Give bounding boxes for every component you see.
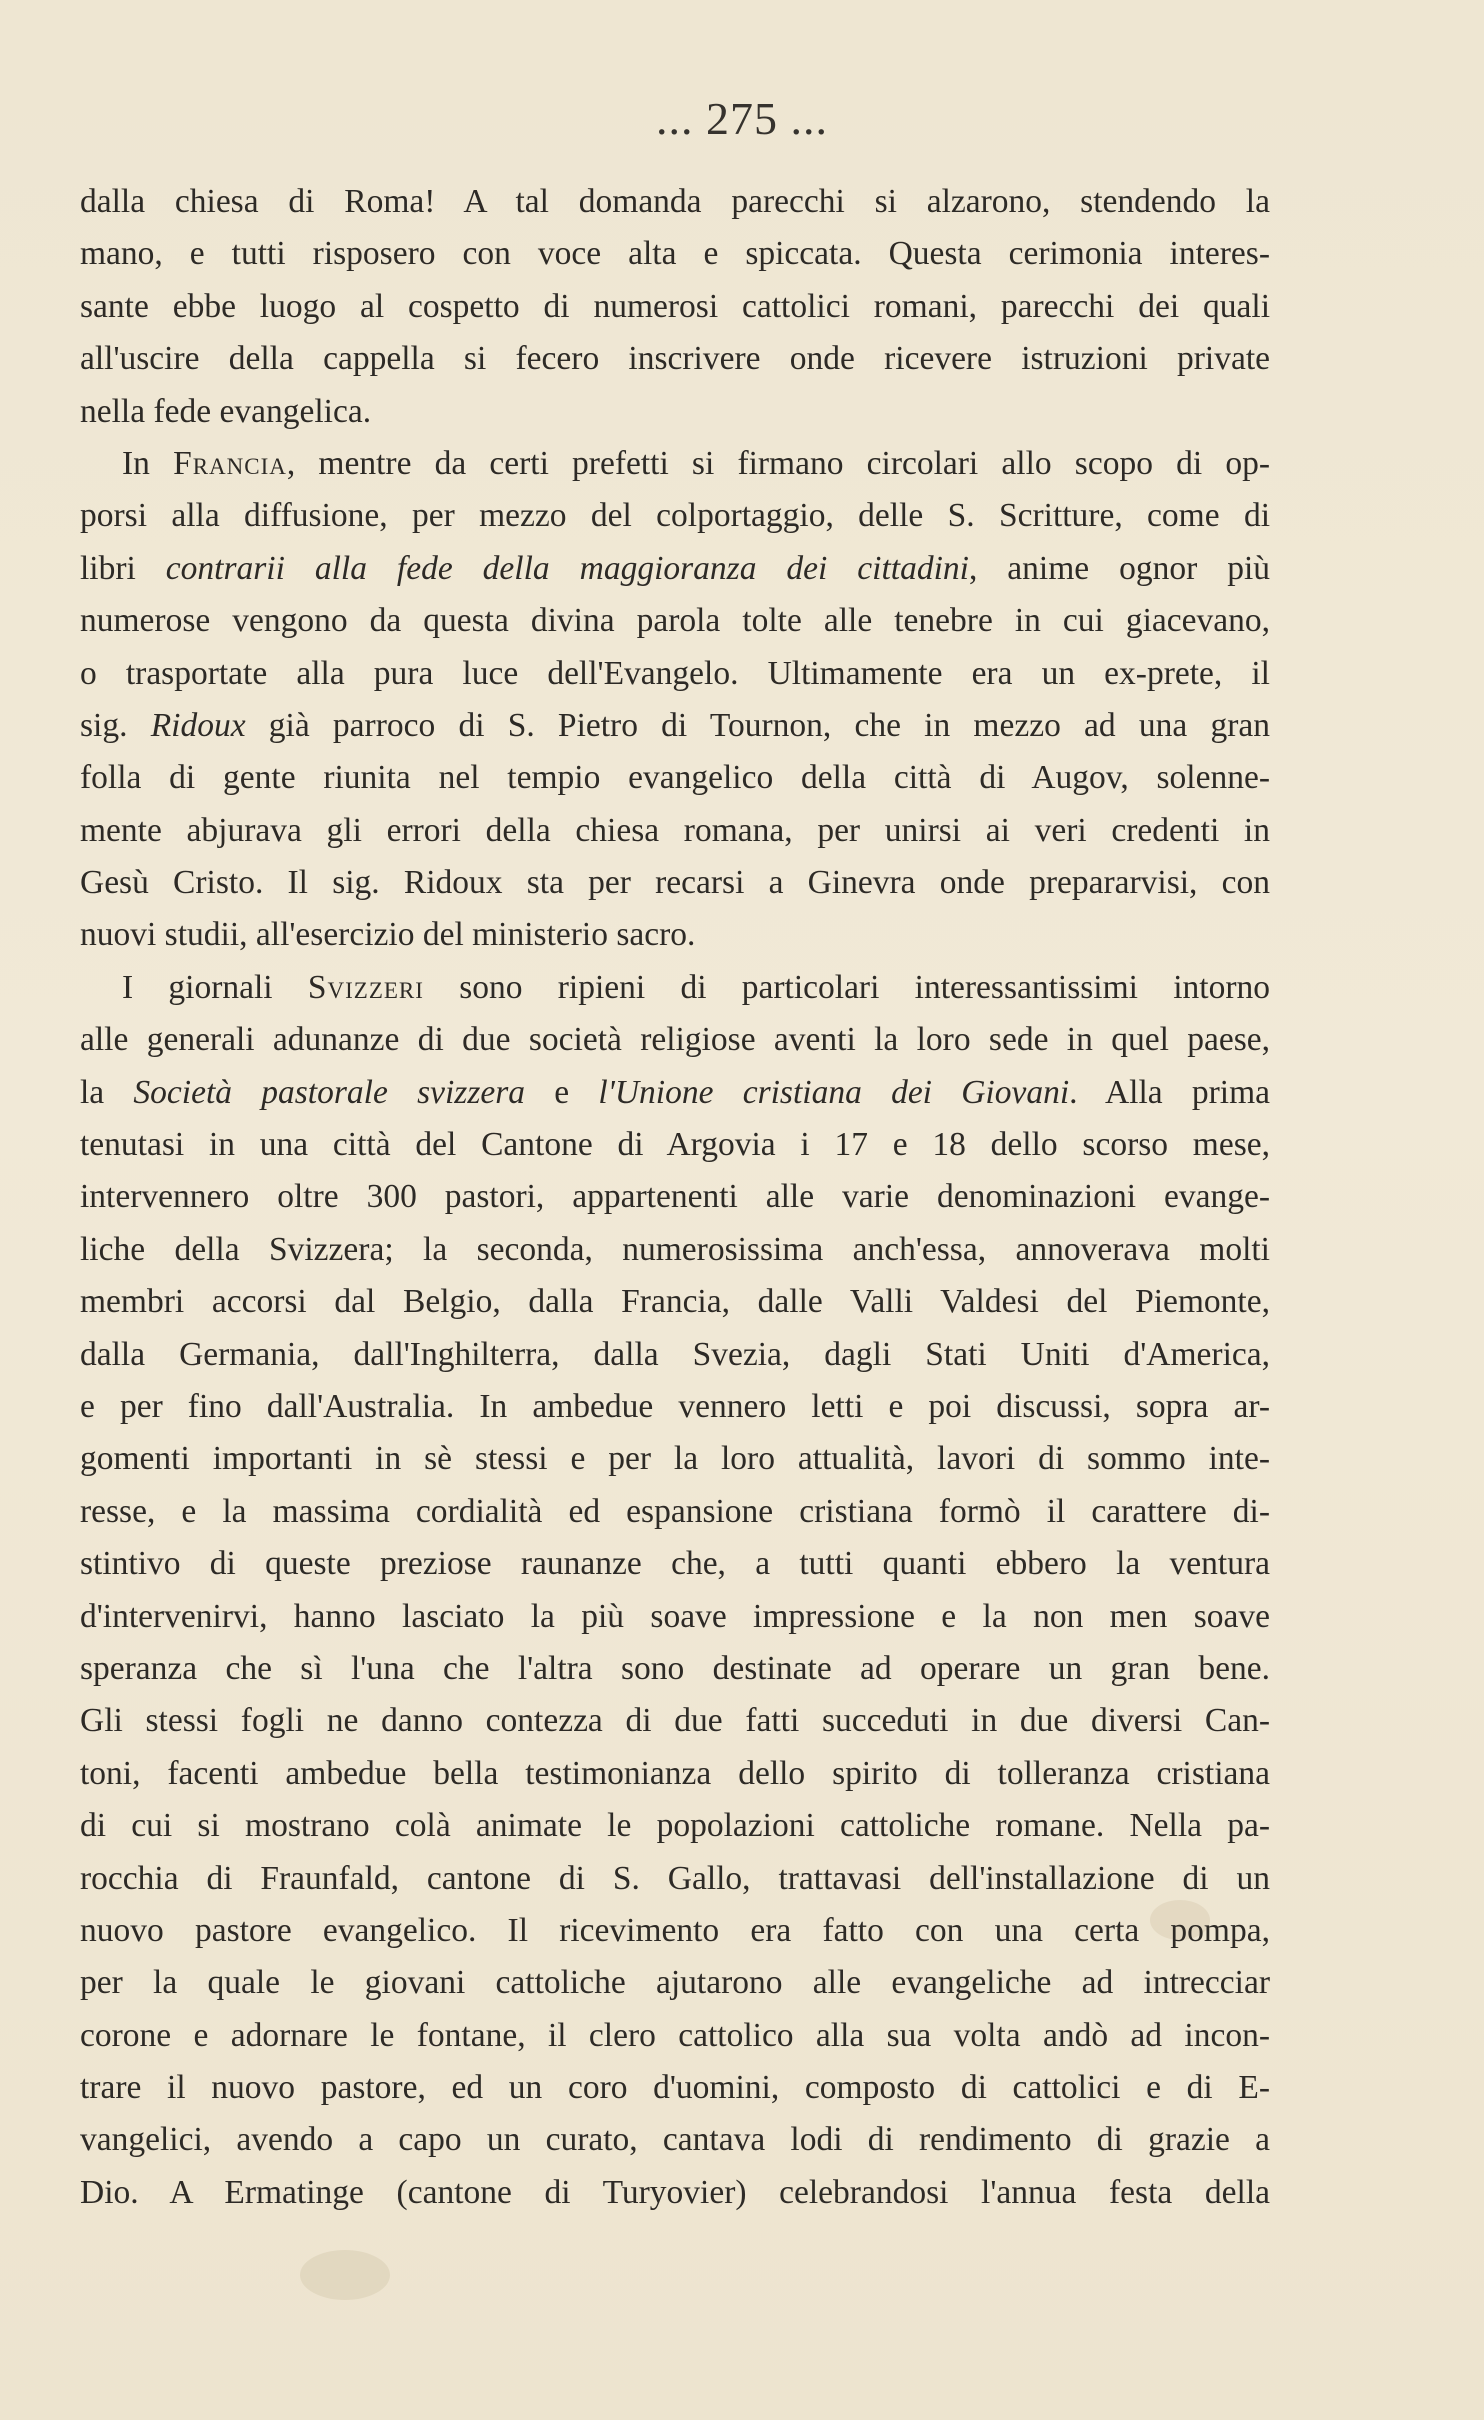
text-run: dalla chiesa di Roma! A tal domanda parecchi si alzarono, stendendo la xyxy=(80,183,1270,220)
text-line xyxy=(80,595,1270,647)
text-line xyxy=(80,2114,1270,2166)
text-line xyxy=(80,2062,1270,2114)
text-run: o trasportate alla pura luce dell'Evangelo. Ultimamente era un ex-prete, il xyxy=(80,654,1270,692)
paragraph xyxy=(80,962,1270,2219)
text-run: per la quale le giovani cattoliche ajutarono alle evangeliche ad intrecciar xyxy=(80,1964,1270,2002)
paper-stain xyxy=(300,2250,390,2300)
text-run: sono ripieni di particolari interessantissimi intorno xyxy=(423,968,1270,1006)
text-run: porsi alla diffusione, per mezzo del colportaggio, delle S. Scritture, come di xyxy=(80,497,1270,535)
text-line xyxy=(80,1538,1270,1590)
text-run: tenutasi in una città del Cantone di Argovia i 17 e 18 dello scorso mese, xyxy=(80,1126,1270,1164)
text-run: alle generali adunanze di due società religiose aventi la loro sede in quel paese, xyxy=(80,1021,1270,1059)
text-line xyxy=(80,438,1270,490)
text-run: speranza che sì l'una che l'altra sono destinate ad operare un gran bene. xyxy=(80,1649,1270,1687)
paragraph xyxy=(80,176,1270,438)
text-run: , mentre da certi prefetti si firmano circolari allo scopo di op- xyxy=(286,444,1270,482)
text-run: , anime ognor più xyxy=(968,549,1270,587)
text-line xyxy=(80,176,1270,228)
text-line xyxy=(80,1748,1270,1800)
text-line xyxy=(80,1905,1270,1957)
text-run: toni, facenti ambedue bella testimonianza dello spirito di tolleranza cristiana xyxy=(80,1754,1270,1792)
text-run: I giornali xyxy=(122,968,308,1006)
text-run: già parroco di S. Pietro di Tournon, che in mezzo ad una gran xyxy=(245,706,1270,744)
small-caps-text: Svizzeri xyxy=(307,968,424,1006)
text-run: In xyxy=(122,444,174,482)
text-run: nuovo pastore evangelico. Il ricevimento era fatto con una certa pompa, xyxy=(80,1911,1270,1949)
text-line xyxy=(80,1171,1270,1223)
paragraph xyxy=(80,438,1270,962)
text-run: . Alla prima xyxy=(1069,1073,1270,1111)
text-line xyxy=(80,490,1270,542)
small-caps-text: Francia xyxy=(173,444,287,482)
text-run: Gesù Cristo. Il sig. Ridoux sta per recarsi a Ginevra onde prepararvisi, con xyxy=(80,864,1270,902)
text-line xyxy=(80,700,1270,752)
text-line xyxy=(80,543,1270,595)
italic-text: Società pastorale svizzera xyxy=(133,1073,526,1111)
text-run: gomenti importanti in sè stessi e per la loro attualità, lavori di sommo inte- xyxy=(80,1440,1270,1478)
text-run: e per fino dall'Australia. In ambedue vennero letti e poi discussi, sopra ar- xyxy=(80,1387,1270,1425)
text-line xyxy=(80,962,1270,1014)
text-line xyxy=(80,909,1270,961)
text-run: sante ebbe luogo al cospetto di numerosi cattolici romani, parecchi dei quali xyxy=(80,287,1270,325)
text-line xyxy=(80,1067,1270,1119)
text-run: folla di gente riunita nel tempio evangelico della città di Augov, solenne- xyxy=(80,759,1270,797)
page-number: ... 275 ... xyxy=(656,93,828,144)
text-line xyxy=(80,1800,1270,1852)
text-run: Gli stessi fogli ne danno contezza di due fatti succeduti in due diversi Can- xyxy=(80,1702,1270,1740)
text-run: mano, e tutti risposero con voce alta e spiccata. Questa cerimonia interes- xyxy=(80,235,1270,273)
text-run: resse, e la massima cordialità ed espansione cristiana formò il carattere di- xyxy=(80,1492,1270,1530)
text-run: numerose vengono da questa divina parola tolte alle tenebre in cui giacevano, xyxy=(80,602,1270,640)
text-line xyxy=(80,1643,1270,1695)
text-run: trare il nuovo pastore, ed un coro d'uomini, composto di cattolici e di E- xyxy=(80,2069,1270,2107)
text-run: libri xyxy=(80,549,166,587)
text-run: Dio. A Ermatinge (cantone di Turyovier) celebrandosi l'annua festa della xyxy=(80,2173,1270,2211)
text-line xyxy=(80,857,1270,909)
text-run: membri accorsi dal Belgio, dalla Francia, dalle Valli Valdesi del Piemonte, xyxy=(80,1283,1270,1321)
italic-text: Ridoux xyxy=(150,706,246,744)
text-run: stintivo di queste preziose raunanze che, a tutti quanti ebbero la ventura xyxy=(80,1545,1270,1583)
text-line xyxy=(80,1433,1270,1485)
text-run: di cui si mostrano colà animate le popolazioni cattoliche romane. Nella pa- xyxy=(80,1807,1270,1845)
text-line xyxy=(80,648,1270,700)
italic-text: l'Unione cristiana dei Giovani xyxy=(598,1073,1070,1111)
text-line xyxy=(80,1957,1270,2009)
text-line xyxy=(80,752,1270,804)
text-line xyxy=(80,1853,1270,1905)
text-line xyxy=(80,1381,1270,1433)
text-line xyxy=(80,1119,1270,1171)
text-run: nella fede evangelica. xyxy=(80,392,372,430)
text-run: intervennero oltre 300 pastori, appartenenti alle varie denominazioni evange- xyxy=(80,1178,1270,1216)
text-line xyxy=(80,805,1270,857)
text-line xyxy=(80,1591,1270,1643)
text-run: mente abjurava gli errori della chiesa romana, per unirsi ai veri credenti in xyxy=(80,811,1270,849)
body-text xyxy=(80,176,1270,2219)
text-line xyxy=(80,228,1270,280)
text-line xyxy=(80,2010,1270,2062)
text-run: rocchia di Fraunfald, cantone di S. Gallo, trattavasi dell'installazione di un xyxy=(80,1859,1270,1897)
text-line xyxy=(80,1276,1270,1328)
text-line xyxy=(80,1486,1270,1538)
text-line xyxy=(80,333,1270,385)
text-line xyxy=(80,1224,1270,1276)
text-run: vangelici, avendo a capo un curato, cantava lodi di rendimento di grazie a xyxy=(80,2121,1270,2159)
text-line xyxy=(80,2167,1270,2219)
text-run: d'intervenirvi, hanno lasciato la più soave impressione e la non men soave xyxy=(80,1597,1270,1635)
text-run: sig. xyxy=(80,706,151,744)
text-run: la xyxy=(80,1073,134,1111)
text-line xyxy=(80,386,1270,438)
text-line xyxy=(80,281,1270,333)
text-run: all'uscire della cappella si fecero inscrivere onde ricevere istruzioni private xyxy=(80,340,1270,378)
text-run: dalla Germania, dall'Inghilterra, dalla Svezia, dagli Stati Uniti d'America, xyxy=(80,1335,1270,1373)
text-run: corone e adornare le fontane, il clero cattolico alla sua volta andò ad incon- xyxy=(80,2016,1270,2054)
text-line xyxy=(80,1695,1270,1747)
text-run: liche della Svizzera; la seconda, numerosissima anch'essa, annoverava molti xyxy=(80,1230,1270,1268)
text-run: e xyxy=(525,1073,599,1111)
italic-text: contrarii alla fede della maggioranza dei cittadini xyxy=(165,549,969,587)
text-run: nuovi studii, all'esercizio del ministerio sacro. xyxy=(80,916,696,954)
text-line xyxy=(80,1014,1270,1066)
text-line xyxy=(80,1329,1270,1381)
